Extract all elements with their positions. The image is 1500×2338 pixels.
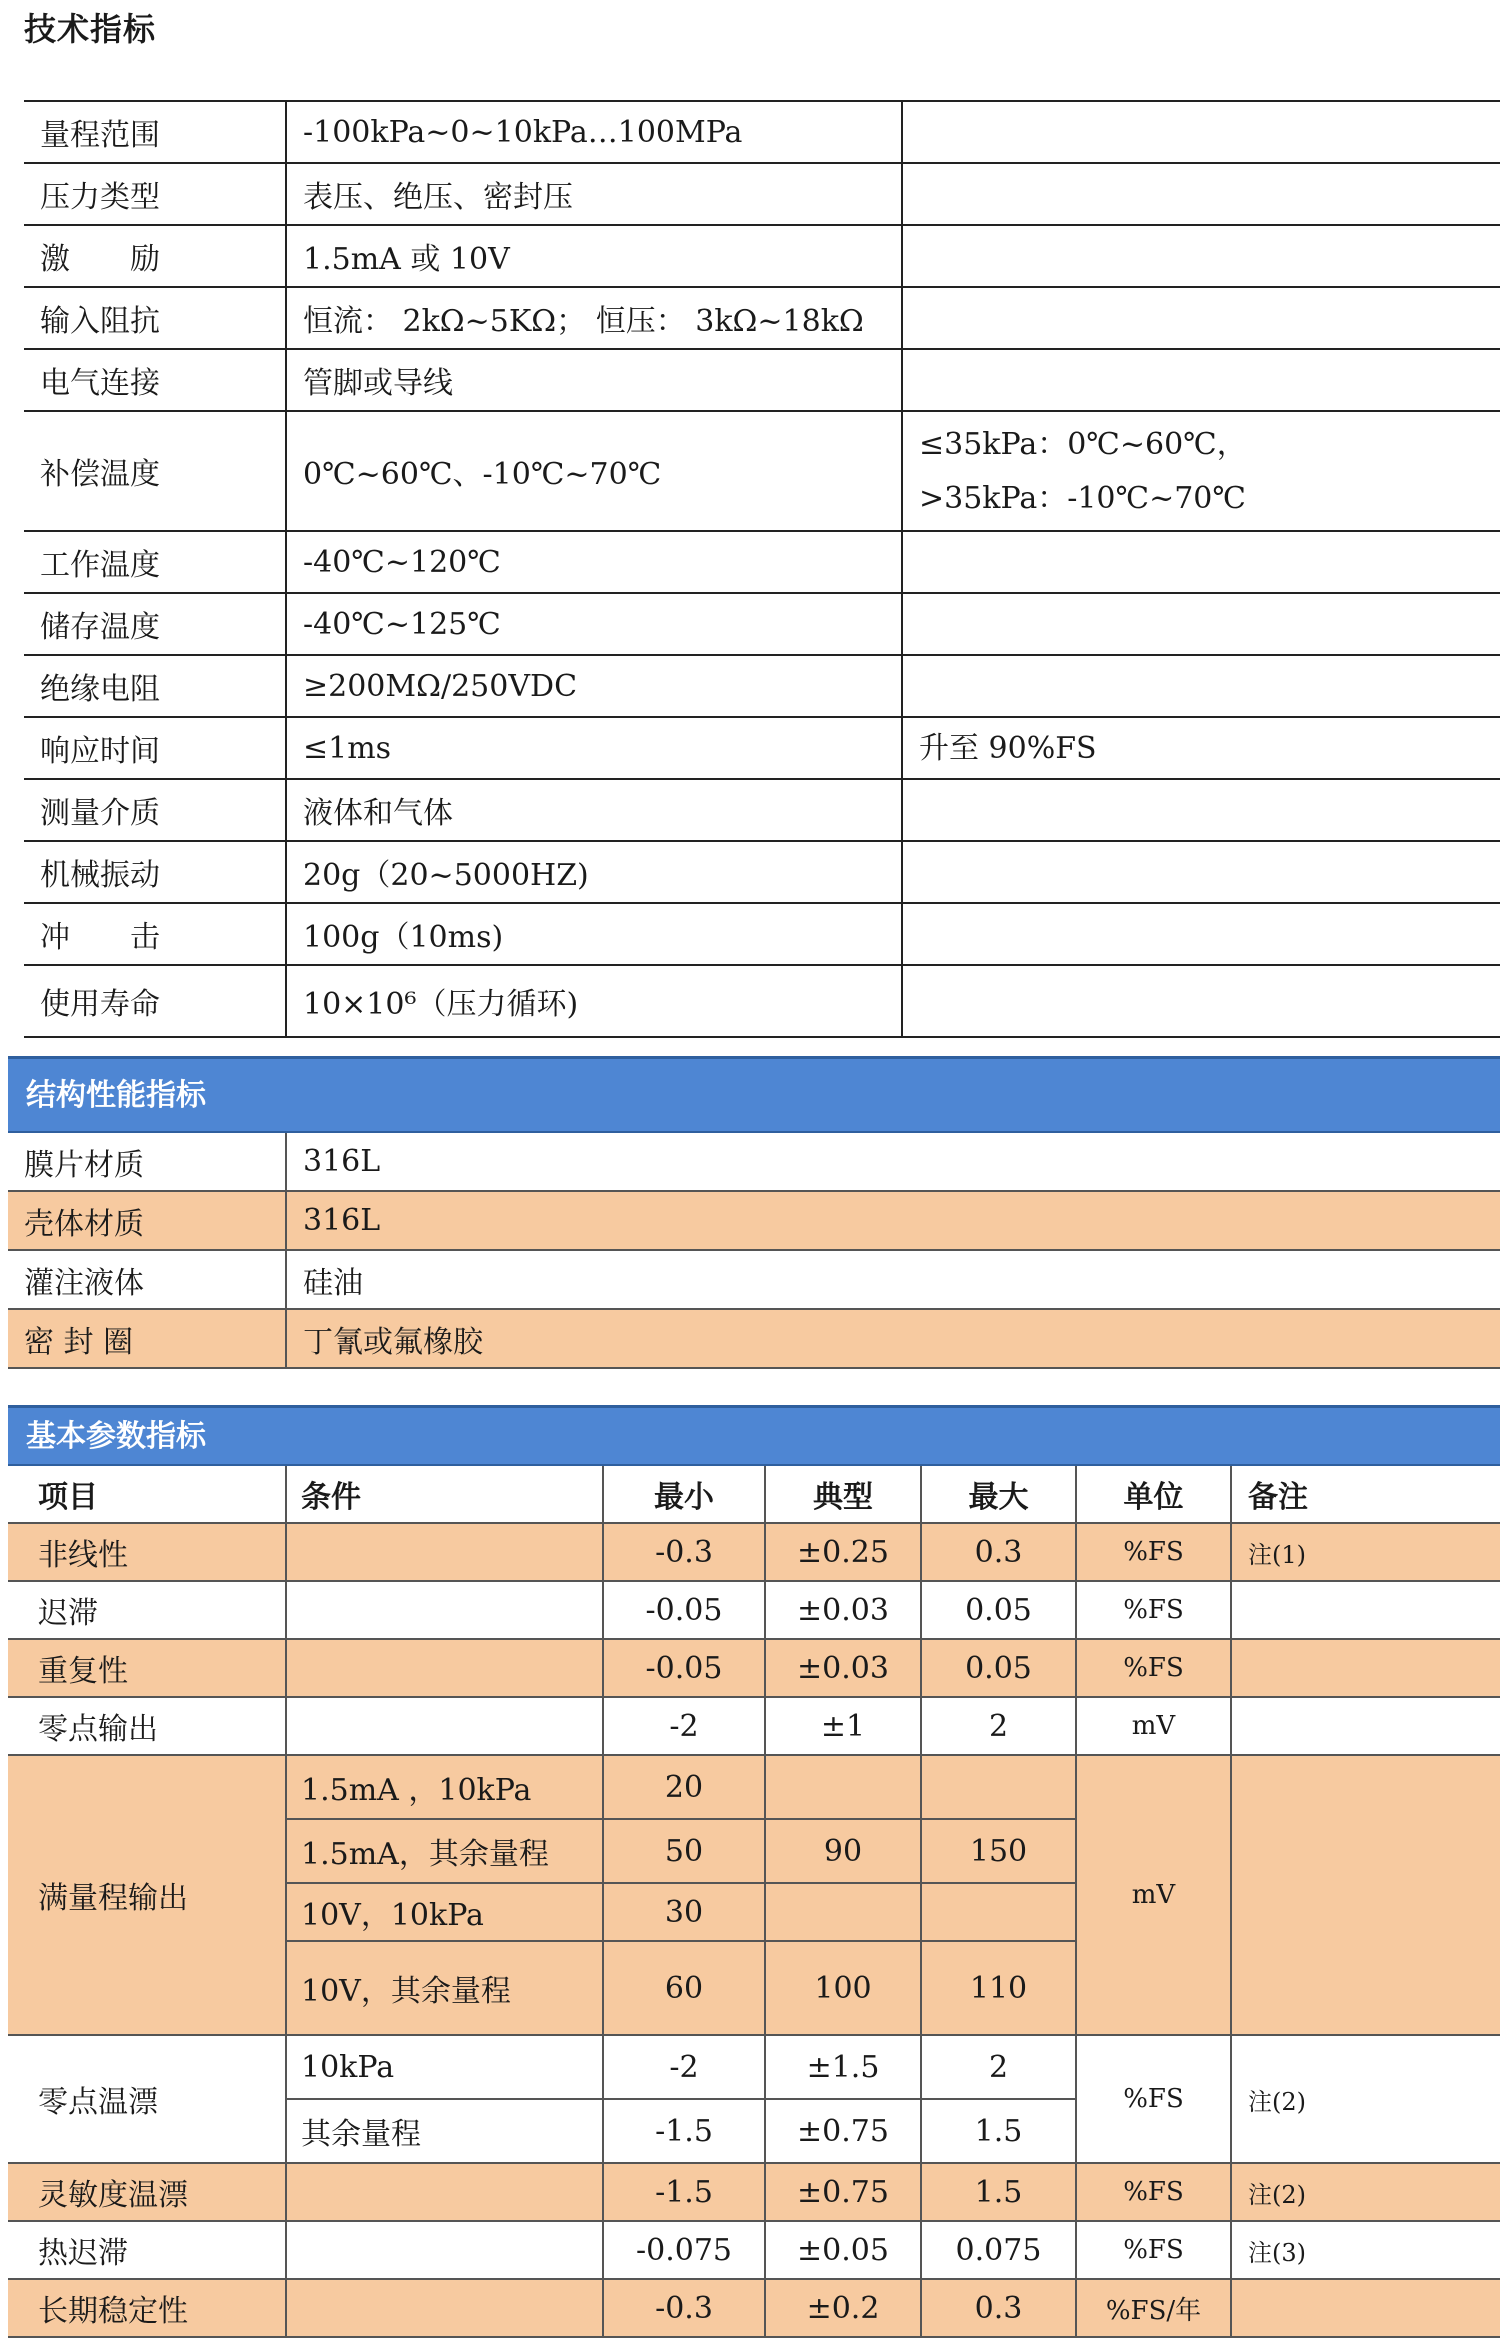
param-max: 2 [921,1697,1076,1755]
tech-row [24,717,1500,779]
tech-label: 储存温度 [24,593,286,655]
tech-note [902,965,1500,1037]
param-name: 长期稳定性 [8,2279,286,2337]
tech-note: 升至 90%FS [902,717,1500,779]
param-typ: ±1 [765,1697,921,1755]
param-typ: 90 [765,1819,921,1883]
param-max: 2 [921,2035,1076,2099]
tech-row [24,593,1500,655]
param-note [1231,1697,1500,1755]
tech-label: 压力类型 [24,163,286,225]
tech-row [24,349,1500,411]
tech-label: 激 励 [24,225,286,287]
param-min: 60 [603,1941,765,2035]
header-max: 最大 [921,1466,1076,1523]
params-table [8,1466,1500,2338]
tech-label: 电气连接 [24,349,286,411]
tech-value: 表压、绝压、密封压 [286,163,902,225]
param-min: -0.05 [603,1639,765,1697]
param-note: 注(1) [1231,1523,1500,1581]
tech-row [24,225,1500,287]
param-cond [286,2163,603,2221]
tech-value: ≤1ms [286,717,902,779]
param-max: 0.075 [921,2221,1076,2279]
tech-value: 100g（10ms) [286,903,902,965]
param-row-repeatability [8,1639,1500,1697]
header-typ: 典型 [765,1466,921,1523]
tech-label: 输入阻抗 [24,287,286,349]
tech-label: 响应时间 [24,717,286,779]
param-unit: mV [1076,1755,1231,2035]
structure-value: 316L [286,1191,1500,1250]
param-note [1231,2279,1500,2337]
param-min: -0.075 [603,2221,765,2279]
tech-label: 绝缘电阻 [24,655,286,717]
param-cond [286,1639,603,1697]
param-min: -1.5 [603,2163,765,2221]
param-max: 150 [921,1819,1076,1883]
tech-value: ≥200MΩ/250VDC [286,655,902,717]
tech-value: 恒流： 2kΩ~5KΩ； 恒压： 3kΩ~18kΩ [286,287,902,349]
param-unit: %FS [1076,2221,1231,2279]
param-max: 0.05 [921,1581,1076,1639]
header-note: 备注 [1231,1466,1500,1523]
param-max [921,1755,1076,1819]
structure-heading: 结构性能指标 [8,1056,1500,1133]
tech-row [24,965,1500,1037]
structure-row [8,1309,1500,1368]
tech-note: ≤35kPa：0℃~60℃，>35kPa：-10℃~70℃ [902,411,1500,531]
tech-row [24,411,1500,531]
tech-value: 0℃~60℃、-10℃~70℃ [286,411,902,531]
param-unit: %FS [1076,1523,1231,1581]
tech-value: 1.5mA 或 10V [286,225,902,287]
tech-row [24,655,1500,717]
header-min: 最小 [603,1466,765,1523]
param-name: 非线性 [8,1523,286,1581]
param-typ [765,1755,921,1819]
param-unit: %FS [1076,1639,1231,1697]
param-note [1231,1581,1500,1639]
param-max: 1.5 [921,2163,1076,2221]
param-unit: %FS [1076,2163,1231,2221]
structure-row [8,1250,1500,1309]
param-cond [286,1697,603,1755]
tech-value: 20g（20~5000HZ) [286,841,902,903]
tech-note [902,531,1500,593]
param-row-sens-drift [8,2163,1500,2221]
tech-note [902,841,1500,903]
tech-note [902,779,1500,841]
tech-label: 补偿温度 [24,411,286,531]
structure-row [8,1133,1500,1191]
tech-row [24,287,1500,349]
param-max: 0.05 [921,1639,1076,1697]
param-min: -2 [603,2035,765,2099]
param-cond: 其余量程 [286,2099,603,2163]
tech-label: 量程范围 [24,101,286,163]
tech-note [902,163,1500,225]
param-unit: %FS [1076,1581,1231,1639]
tech-note [902,101,1500,163]
param-min: -0.05 [603,1581,765,1639]
param-note: 注(2) [1231,2035,1500,2163]
param-max: 0.3 [921,1523,1076,1581]
tech-note [902,349,1500,411]
param-min: -1.5 [603,2099,765,2163]
param-typ: ±0.25 [765,1523,921,1581]
param-max: 1.5 [921,2099,1076,2163]
param-max: 0.3 [921,2279,1076,2337]
param-note: 注(3) [1231,2221,1500,2279]
param-cond: 10V，10kPa [286,1883,603,1941]
tech-row [24,101,1500,163]
param-row-thermal-hysteresis [8,2221,1500,2279]
param-min: 30 [603,1883,765,1941]
tech-label: 测量介质 [24,779,286,841]
tech-note [902,655,1500,717]
tech-row [24,163,1500,225]
param-min: -0.3 [603,1523,765,1581]
structure-label: 密 封 圈 [8,1309,286,1368]
structure-value: 丁氰或氟橡胶 [286,1309,1500,1368]
header-item: 项目 [8,1466,286,1523]
page-title: 技术指标 [24,10,157,48]
tech-row [24,841,1500,903]
param-row-zero-output [8,1697,1500,1755]
tech-label: 机械振动 [24,841,286,903]
param-note [1231,1755,1500,2035]
param-typ: ±1.5 [765,2035,921,2099]
param-cond: 10kPa [286,2035,603,2099]
param-name: 重复性 [8,1639,286,1697]
param-unit: %FS [1076,2035,1231,2163]
tech-value: -100kPa~0~10kPa…100MPa [286,101,902,163]
param-cond: 1.5mA，其余量程 [286,1819,603,1883]
param-cond: 10V，其余量程 [286,1941,603,2035]
param-row-nonlinearity [8,1523,1500,1581]
tech-label: 冲 击 [24,903,286,965]
param-typ: ±0.2 [765,2279,921,2337]
structure-value: 硅油 [286,1250,1500,1309]
tech-value: 液体和气体 [286,779,902,841]
tech-note [902,903,1500,965]
param-typ: ±0.03 [765,1581,921,1639]
param-typ: 100 [765,1941,921,2035]
param-max [921,1883,1076,1941]
tech-spec-table [24,100,1500,1038]
param-cond: 1.5mA ，10kPa [286,1755,603,1819]
param-typ: ±0.05 [765,2221,921,2279]
param-min: -2 [603,1697,765,1755]
param-row-fullscale [8,1755,1500,1819]
param-row-stability [8,2279,1500,2337]
param-min: 20 [603,1755,765,1819]
header-unit: 单位 [1076,1466,1231,1523]
params-header-row [8,1466,1500,1523]
tech-value: -40℃~120℃ [286,531,902,593]
structure-value: 316L [286,1133,1500,1191]
param-max: 110 [921,1941,1076,2035]
param-unit: mV [1076,1697,1231,1755]
params-heading: 基本参数指标 [8,1405,1500,1466]
param-cond [286,2279,603,2337]
param-unit: %FS/年 [1076,2279,1231,2337]
tech-note [902,225,1500,287]
param-row-hysteresis [8,1581,1500,1639]
structure-label: 壳体材质 [8,1191,286,1250]
param-name: 迟滞 [8,1581,286,1639]
tech-row [24,779,1500,841]
tech-label: 工作温度 [24,531,286,593]
tech-row [24,903,1500,965]
tech-note [902,593,1500,655]
tech-value: 管脚或导线 [286,349,902,411]
param-name: 灵敏度温漂 [8,2163,286,2221]
param-typ [765,1883,921,1941]
param-name: 热迟滞 [8,2221,286,2279]
tech-value: 10×10⁶（压力循环) [286,965,902,1037]
tech-label: 使用寿命 [24,965,286,1037]
header-condition: 条件 [286,1466,603,1523]
structure-label: 灌注液体 [8,1250,286,1309]
param-cond [286,1581,603,1639]
param-min: -0.3 [603,2279,765,2337]
param-typ: ±0.75 [765,2163,921,2221]
param-note [1231,1639,1500,1697]
tech-value: -40℃~125℃ [286,593,902,655]
structure-row [8,1191,1500,1250]
param-min: 50 [603,1819,765,1883]
param-name: 零点输出 [8,1697,286,1755]
structure-label: 膜片材质 [8,1133,286,1191]
param-name: 满量程输出 [8,1755,286,2035]
param-note: 注(2) [1231,2163,1500,2221]
param-row-zero-drift [8,2035,1500,2099]
param-name: 零点温漂 [8,2035,286,2163]
param-cond [286,1523,603,1581]
structure-table [8,1133,1500,1369]
tech-note [902,287,1500,349]
param-typ: ±0.03 [765,1639,921,1697]
param-cond [286,2221,603,2279]
tech-row [24,531,1500,593]
param-typ: ±0.75 [765,2099,921,2163]
